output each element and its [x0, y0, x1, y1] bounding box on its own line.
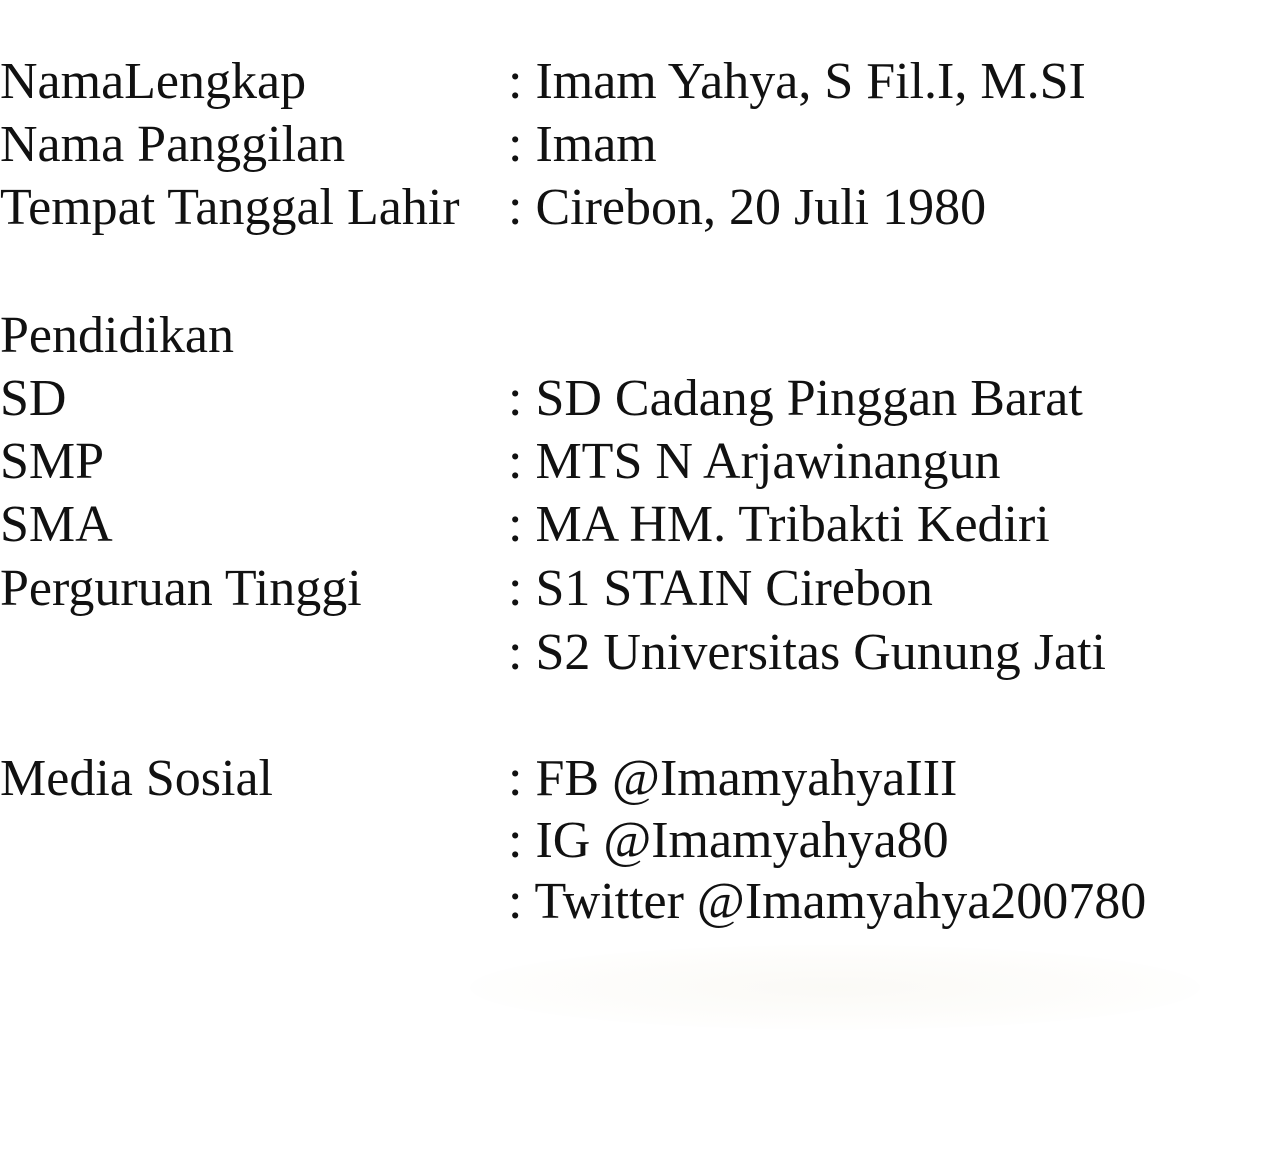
value-tempat-tanggal-lahir: : Cirebon, 20 Juli 1980	[508, 179, 987, 236]
label-sma: SMA	[0, 496, 113, 553]
label-tempat-tanggal-lahir: Tempat Tanggal Lahir	[0, 179, 460, 236]
value-nama-panggilan: : Imam	[508, 116, 657, 173]
value-twitter: : Twitter @Imamyahya200780	[508, 873, 1147, 930]
value-perguruan-tinggi-s1: : S1 STAIN Cirebon	[508, 560, 933, 617]
label-perguruan-tinggi: Perguruan Tinggi	[0, 560, 362, 617]
value-sma: : MA HM. Tribakti Kediri	[508, 496, 1050, 553]
value-nama-lengkap: : Imam Yahya, S Fil.I, M.SI	[508, 53, 1086, 110]
label-nama-lengkap: NamaLengkap	[0, 53, 307, 110]
background-smudge	[470, 945, 1200, 1030]
value-smp: : MTS N Arjawinangun	[508, 433, 1001, 490]
label-nama-panggilan: Nama Panggilan	[0, 116, 346, 173]
label-media-sosial: Media Sosial	[0, 750, 273, 807]
section-heading-pendidikan: Pendidikan	[0, 307, 234, 364]
value-sd: : SD Cadang Pinggan Barat	[508, 370, 1083, 427]
label-smp: SMP	[0, 433, 105, 490]
value-instagram: : IG @Imamyahya80	[508, 812, 949, 869]
label-sd: SD	[0, 370, 67, 427]
value-perguruan-tinggi-s2: : S2 Universitas Gunung Jati	[508, 624, 1106, 681]
value-facebook: : FB @ImamyahyaIII	[508, 750, 958, 807]
